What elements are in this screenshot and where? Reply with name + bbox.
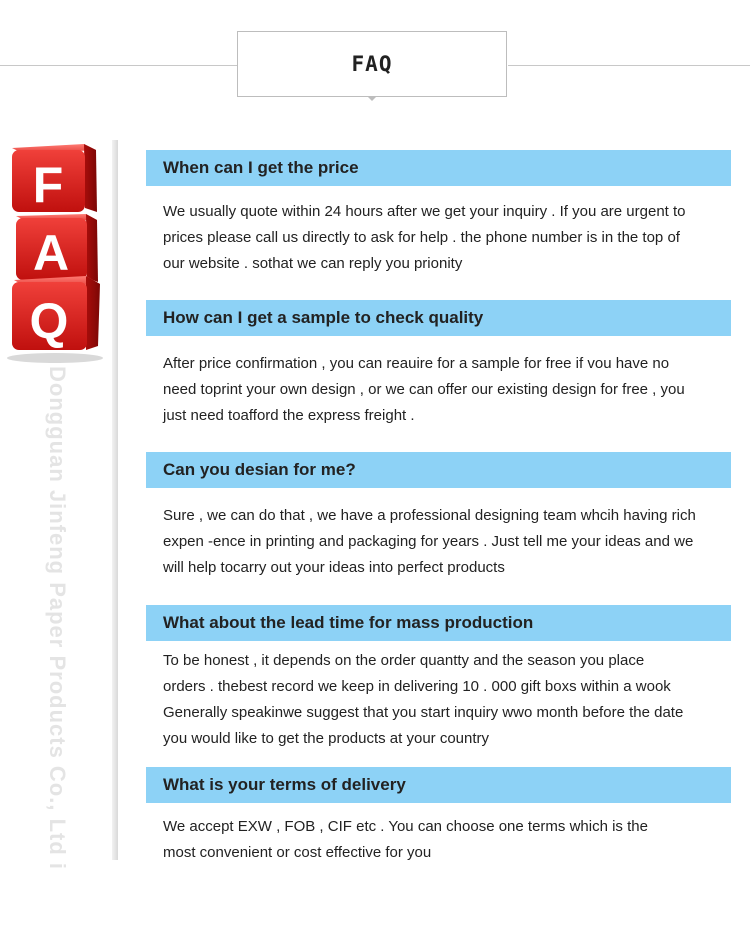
faq-item-lead-time <box>146 605 731 752</box>
faq-item-delivery <box>146 767 731 866</box>
faq-answer-line: Generally speakinwe suggest that you start inquiry wwo month before the date <box>163 704 684 721</box>
faq-answer-line: you would like to get the products at your country <box>163 730 490 747</box>
faq-answer-line: After price confirmation , you can reauire for a sample for free if vou have no <box>163 355 670 372</box>
cube-letter-a: A <box>32 225 70 281</box>
faq-question: What about the lead time for mass production <box>146 605 731 641</box>
page-title: FAQ <box>351 52 393 76</box>
faq-answer-line: orders . thebest record we keep in delivering 10 . 000 gift boxs within a wook <box>163 678 671 695</box>
header-divider-right <box>508 65 750 66</box>
faq-answer <box>146 814 731 866</box>
faq-answer <box>146 351 731 429</box>
faq-answer <box>146 648 731 752</box>
faq-answer-line: will help tocarry out your ideas into perfect products <box>163 559 505 576</box>
faq-answer-line: We accept EXW , FOB , CIF etc . You can choose one terms which is the <box>163 818 648 835</box>
title-caret-icon <box>367 96 377 101</box>
faq-answer-line: need toprint your own design , or we can offer our existing design for free , you <box>163 381 685 398</box>
faq-answer-line: prices please call us directly to ask for help . the phone number is in the top of <box>163 229 680 246</box>
faq-question: How can I get a sample to check quality <box>146 300 731 336</box>
faq-answer-line: To be honest , it depends on the order quantty and the season you place <box>163 652 645 669</box>
faq-question: What is your terms of delivery <box>146 767 731 803</box>
faq-cubes-logo <box>0 136 112 366</box>
faq-answer-line: just need toafford the express freight . <box>163 407 415 424</box>
faq-item-sample <box>146 300 731 429</box>
faq-question: Can you desian for me? <box>146 452 731 488</box>
faq-answer-line: Sure , we can do that , we have a professional designing team whcih having rich <box>163 507 696 524</box>
side-divider-bar <box>112 140 118 860</box>
faq-answer-line: our website . sothat we can reply you prionity <box>163 255 463 272</box>
cube-letter-f: F <box>32 157 64 213</box>
faq-question: When can I get the price <box>146 150 731 186</box>
faq-item-design <box>146 452 731 581</box>
title-box <box>237 31 507 97</box>
header-divider-left <box>0 65 237 66</box>
faq-answer-line: expen -ence in printing and packaging for years . Just tell me your ideas and we <box>163 533 694 550</box>
company-vertical-text: Dongguan Jinfeng Paper Products Co., Ltd i <box>45 366 70 871</box>
faq-answer <box>146 199 731 277</box>
faq-answer <box>146 503 731 581</box>
faq-item-price <box>146 150 731 277</box>
faq-answer-line: most convenient or cost effective for you <box>163 844 432 861</box>
faq-answer-line: We usually quote within 24 hours after we get your inquiry . If you are urgent to <box>163 203 686 220</box>
cube-letter-q: Q <box>29 293 69 349</box>
